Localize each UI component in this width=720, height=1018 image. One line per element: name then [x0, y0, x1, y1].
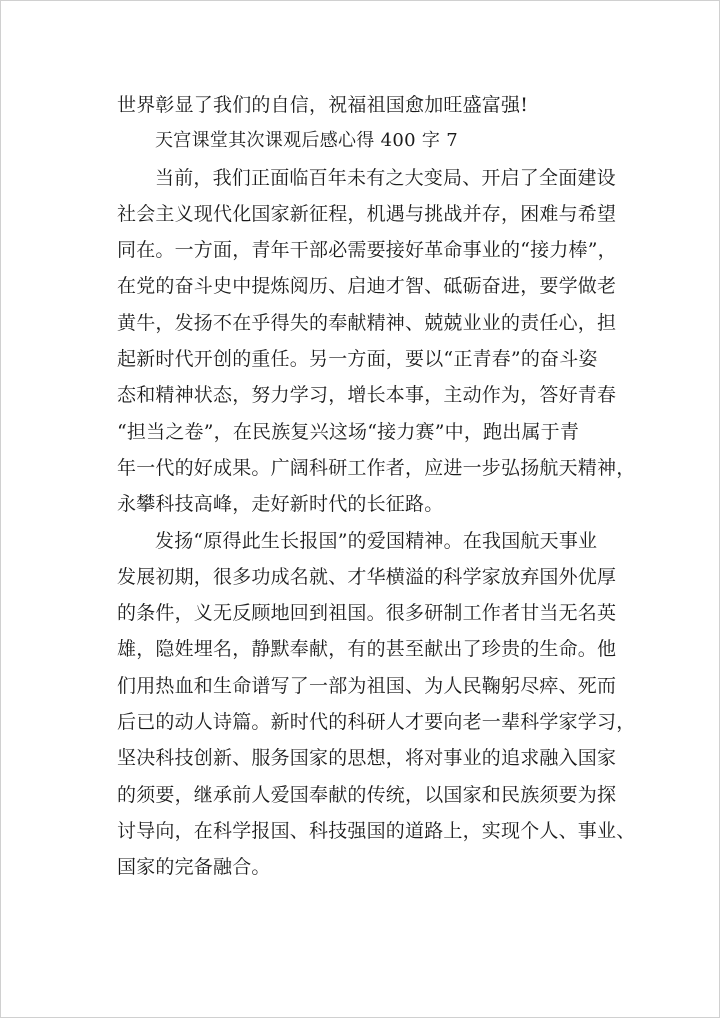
document-body — [117, 87, 636, 886]
paragraph-1-line: 态和精神状态，努力学习，增长本事，主动作为，答好青春 — [117, 384, 617, 407]
paragraph-1-line: 年一代的好成果。广阔科研工作者，应进一步弘扬航天精神， — [117, 456, 636, 479]
paragraph-2-line: 后已的动人诗篇。新时代的科研人才要向老一辈科学家学习， — [117, 711, 636, 734]
paragraph-1-line: 黄牛，发扬不在乎得失的奉献精神、兢兢业业的责任心，担 — [117, 311, 617, 334]
paragraph-2-line: 雄，隐姓埋名，静默奉献，有的甚至献出了珍贵的生命。他 — [117, 638, 617, 661]
paragraph-1-line: 永攀科技高峰，走好新时代的长征路。 — [117, 493, 444, 516]
section-heading: 天宫课堂其次课观后感心得 400 字 7 — [155, 130, 458, 152]
paragraph-1-line: “担当之卷”，在民族复兴这场“接力赛”中，跑出属于青 — [117, 420, 580, 443]
paragraph-1-line: 在党的奋斗史中提炼阅历、启迪才智、砥砺奋进，要学做老 — [117, 275, 617, 298]
paragraph-2-line: 发展初期，很多功成名就、才华横溢的科学家放弃国外优厚 — [117, 565, 617, 588]
paragraph-2-line: 发扬“原得此生长报国”的爱国精神。在我国航天事业 — [155, 529, 598, 552]
paragraph-2-line: 的条件，义无反顾地回到祖国。很多研制工作者甘当无名英 — [117, 602, 617, 625]
text-line-closing: 世界彰显了我们的自信，祝福祖国愈加旺盛富强! — [117, 94, 529, 116]
paragraph-2-line: 的须要，继承前人爱国奉献的传统，以国家和民族须要为探 — [117, 783, 617, 806]
paragraph-2-line: 坚决科技创新、服务国家的思想，将对事业的追求融入国家 — [117, 747, 617, 770]
paragraph-2-line: 讨导向，在科学报国、科技强国的道路上，实现个人、事业、 — [117, 819, 636, 842]
paragraph-1-line: 同在。一方面，青年干部必需要接好革命事业的“接力棒”， — [117, 239, 617, 262]
paragraph-1-line: 起新时代开创的重任。另一方面，要以“正青春”的奋斗姿 — [117, 348, 598, 371]
paragraph-2-line: 国家的完备融合。 — [117, 856, 271, 879]
paragraph-1-line: 当前，我们正面临百年未有之大变局、开启了全面建设 — [155, 166, 616, 189]
paragraph-1-line: 社会主义现代化国家新征程，机遇与挑战并存，困难与希望 — [117, 202, 617, 225]
paragraph-2-line: 们用热血和生命谱写了一部为祖国、为人民鞠躬尽瘁、死而 — [117, 674, 617, 697]
